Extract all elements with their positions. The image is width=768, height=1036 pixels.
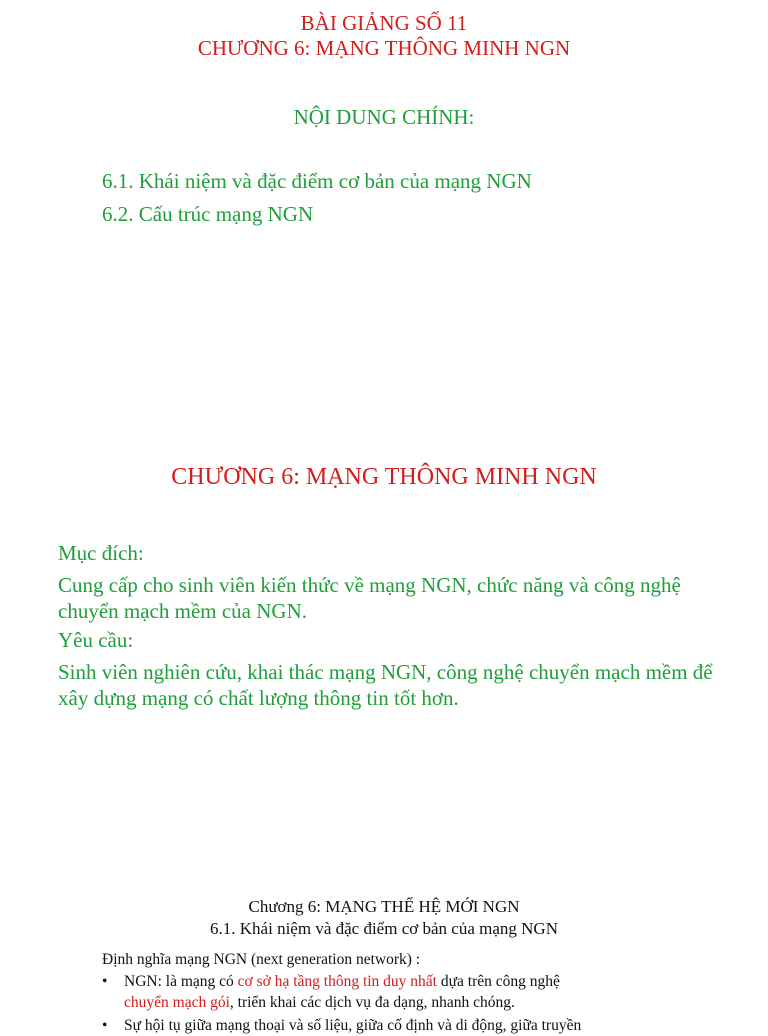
- chapter-title: CHƯƠNG 6: MẠNG THÔNG MINH NGN: [197, 36, 571, 60]
- section-heading-6-1: 6.1. Khái niệm và đặc điểm cơ bản của mạng NGN: [210, 919, 558, 938]
- bullet-item-ngn: [102, 971, 662, 1013]
- purpose-line-1: Cung cấp cho sinh viên kiến thức về mạng NGN, chức năng và công nghệ: [58, 573, 681, 597]
- purpose-label: Mục đích:: [58, 541, 144, 565]
- lecture-number-title: BÀI GIẢNG SỐ 11: [300, 11, 468, 35]
- bullet-part-2: dựa trên công nghệ: [437, 973, 560, 990]
- purpose-line-2: chuyển mạch mềm của NGN.: [58, 599, 307, 623]
- requirement-line-2: xây dựng mạng có chất lượng thông tin tốt hơn.: [58, 686, 459, 710]
- bullet-dot: •: [102, 973, 108, 990]
- requirement-line-1: Sinh viên nghiên cứu, khai thác mạng NGN, công nghệ chuyển mạch mềm để: [58, 660, 713, 684]
- definition-label: Định nghĩa mạng NGN (next generation network) :: [102, 951, 421, 968]
- content-item-6-2: 6.2. Cấu trúc mạng NGN: [102, 202, 314, 226]
- highlight-infrastructure: cơ sở hạ tầng thông tin duy nhất: [237, 973, 437, 990]
- bullet-text: [102, 1015, 662, 1036]
- highlight-packet-switching: chuyển mạch gói: [124, 994, 230, 1011]
- purpose-text: [58, 572, 768, 624]
- bullet-line-partial: Sự hội tụ giữa mạng thoại và số liệu, giữa cố định và di động, giữa truyền: [124, 1017, 582, 1034]
- requirement-text: [58, 659, 768, 711]
- content-item-6-1: 6.1. Khái niệm và đặc điểm cơ bản của mạng NGN: [102, 169, 532, 193]
- bullet-line-1: [124, 971, 662, 992]
- bullet-dot: •: [102, 1017, 108, 1034]
- bullet-item-convergence: [102, 1015, 662, 1036]
- main-content-heading: NỘI DUNG CHÍNH:: [293, 105, 475, 129]
- requirement-label: Yêu cầu:: [58, 628, 134, 652]
- chapter-title-slide2: CHƯƠNG 6: MẠNG THÔNG MINH NGN: [171, 464, 597, 490]
- bullet-part-3: , triển khai các dịch vụ đa dạng, nhanh chóng.: [229, 994, 515, 1011]
- bullet-part-1: NGN: là mạng có: [124, 973, 238, 990]
- bullet-line-2: [124, 992, 662, 1013]
- section-heading-chapter: Chương 6: MẠNG THẾ HỆ MỚI NGN: [248, 897, 520, 916]
- bullet-text: [102, 971, 662, 1013]
